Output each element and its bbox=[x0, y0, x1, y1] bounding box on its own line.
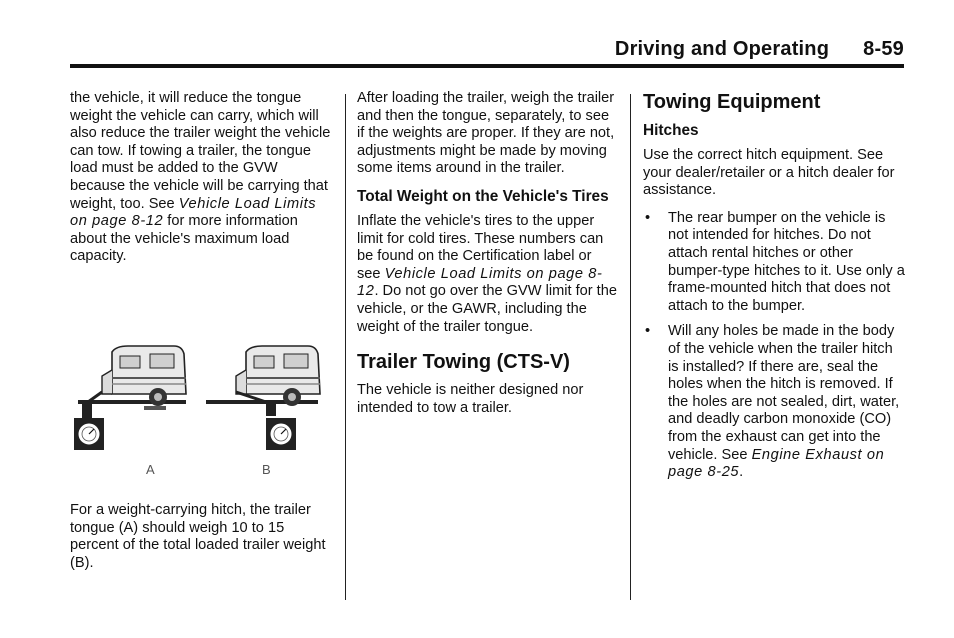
paragraph-text: . Do not go over the GVW limit for the vehicle, or the GAWR, including the weight of the trailer tongue. bbox=[357, 283, 617, 335]
heading-trailer-towing: Trailer Towing (CTS-V) bbox=[357, 351, 570, 374]
bullet-icon: • bbox=[645, 209, 651, 226]
link-engine-exhaust[interactable]: Engine Exhaust on page 8-25 bbox=[668, 446, 885, 481]
list-item bbox=[643, 210, 905, 316]
paragraph-hitch-equipment: Use the correct hitch equipment. See your dealer/retailer or a hitch dealer for assistance. bbox=[643, 147, 895, 199]
link-vehicle-load-limits[interactable]: Vehicle Load Limits on page 8-12 bbox=[70, 195, 317, 230]
list-item-text: . bbox=[739, 464, 744, 481]
figure-label-a: A bbox=[146, 462, 155, 477]
section-title: Driving and Operating bbox=[614, 38, 830, 60]
hitch-bullet-list bbox=[643, 210, 905, 482]
trailer-a-icon bbox=[74, 346, 186, 450]
heading-total-weight: Total Weight on the Vehicle's Tires bbox=[357, 187, 609, 205]
column-3 bbox=[643, 90, 905, 490]
page-number: 8-59 bbox=[863, 38, 904, 60]
page-header bbox=[70, 36, 904, 68]
paragraph-text: for more information about the vehicle's maximum load capacity. bbox=[70, 213, 298, 265]
column-1 bbox=[70, 90, 334, 276]
list-item-text: Will any holes be made in the body of the vehicle when the trailer hitch is installed? If there are, seal the holes when the hitch is removed. If the holes are not sealed, dirt, water, and deadly carbon monoxide (CO) from the exhaust can get into the vehicle. See bbox=[668, 323, 900, 463]
paragraph-after-loading: After loading the trailer, weigh the trailer and then the tongue, separately, to see if the weights are proper. If they are not, adjustments might be made by moving some items around in the trailer. bbox=[357, 90, 615, 177]
figure-label-b: B bbox=[262, 462, 271, 477]
bullet-icon: • bbox=[645, 323, 651, 340]
paragraph-tongue-weight bbox=[70, 90, 334, 266]
paragraph-inflate-tires bbox=[357, 213, 619, 336]
column-2 bbox=[357, 90, 619, 427]
trailer-weighing-figure bbox=[70, 336, 332, 486]
trailer-illustration bbox=[70, 336, 332, 486]
paragraph-text: the vehicle, it will reduce the tongue weight the vehicle can carry, which will also reduce the trailer weight the vehicle can tow. If towing a trailer, the tongue load must be added to the GVW because the vehicle will be carrying that weight, too. See bbox=[70, 90, 331, 212]
trailer-b-icon bbox=[206, 346, 320, 450]
paragraph-text: Inflate the vehicle's tires to the upper limit for cold tires. These numbers can be found on the Certification label or see bbox=[357, 212, 604, 282]
column-1-lower bbox=[70, 502, 334, 582]
list-item bbox=[643, 323, 905, 481]
heading-hitches: Hitches bbox=[643, 122, 699, 139]
paragraph-not-designed: The vehicle is neither designed nor intended to tow a trailer. bbox=[357, 382, 584, 416]
list-item-text: The rear bumper on the vehicle is not intended for hitches. Do not attach rental hitches or other bumper-type hitches to it. Use only a frame-mounted hitch that does not attach to the bumper. bbox=[668, 209, 905, 314]
heading-towing-equipment: Towing Equipment bbox=[643, 91, 821, 113]
column-divider-1 bbox=[345, 94, 346, 600]
header-title bbox=[615, 38, 904, 61]
paragraph-weight-carrying-hitch: For a weight-carrying hitch, the trailer tongue (A) should weigh 10 to 15 percent of the total loaded trailer weight (B). bbox=[70, 502, 326, 571]
link-vehicle-load-limits-2[interactable]: Vehicle Load Limits on page 8-12 bbox=[357, 265, 603, 300]
column-divider-2 bbox=[630, 94, 631, 600]
